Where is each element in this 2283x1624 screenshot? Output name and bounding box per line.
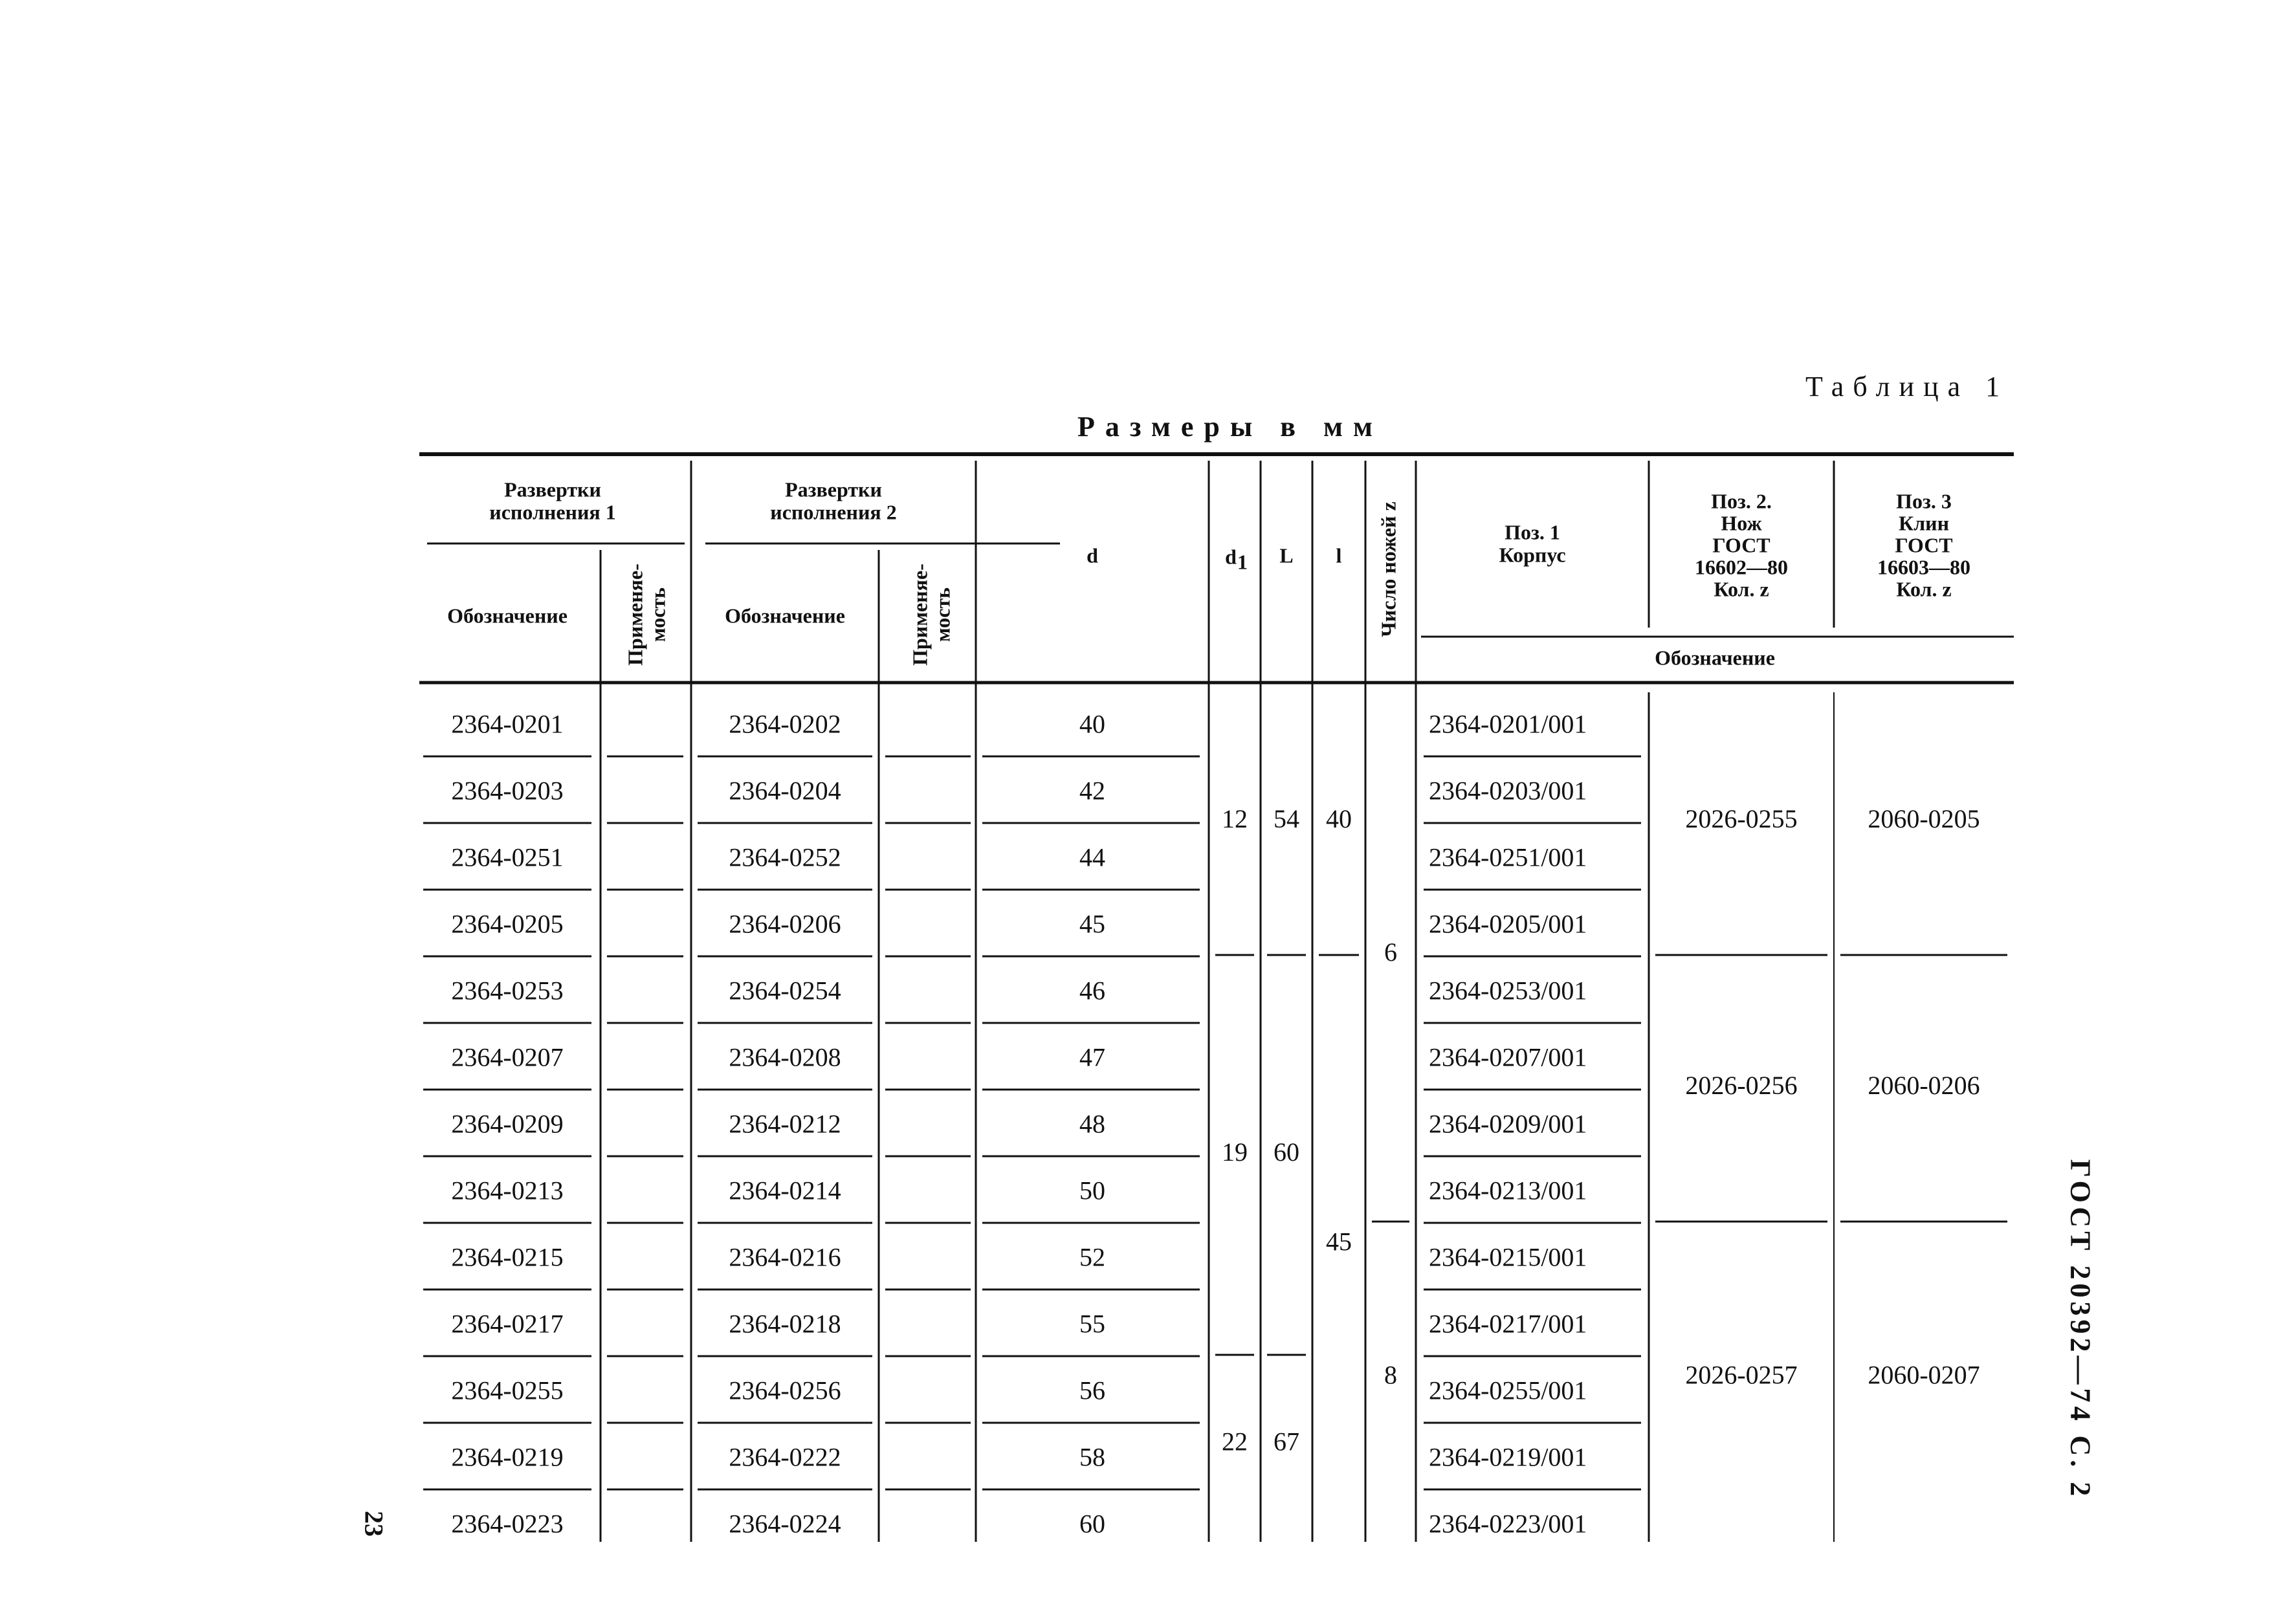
applicability-header-1-line1: Применяе- — [623, 564, 647, 666]
diameter-d-value: 45 — [1079, 909, 1105, 939]
diameter-d-value: 44 — [1079, 842, 1105, 872]
diameter-d-value: 40 — [1079, 709, 1105, 739]
wedge-designation: 2060-0206 — [1868, 1071, 1980, 1101]
pos3-header-line3: ГОСТ — [1895, 533, 1953, 557]
body-designation: 2364-0251/001 — [1429, 842, 1587, 872]
body-designation: 2364-0201/001 — [1429, 709, 1587, 739]
knives-count-value: 6 — [1384, 938, 1397, 967]
body-designation: 2364-0205/001 — [1429, 909, 1587, 939]
diameter-d-value: 47 — [1079, 1042, 1105, 1072]
pos2-header-line5: Кол. z — [1714, 577, 1769, 601]
reamer-v1-designation: 2364-0255 — [451, 1376, 564, 1405]
applicability-header-1-line2: мость — [646, 587, 670, 642]
group2-header-line2: исполнения 2 — [770, 500, 897, 524]
wedge-designation: 2060-0207 — [1868, 1360, 1980, 1390]
l-value: 45 — [1326, 1227, 1352, 1256]
l-value: 40 — [1326, 804, 1352, 834]
diameter-d-value: 50 — [1079, 1176, 1105, 1205]
reamer-v2-designation: 2364-0204 — [729, 776, 841, 806]
reamer-v1-designation: 2364-0219 — [451, 1442, 564, 1472]
diameter-d-value: 52 — [1079, 1242, 1105, 1272]
reamer-v2-designation: 2364-0208 — [729, 1042, 841, 1072]
group1-header-line2: исполнения 1 — [489, 500, 616, 524]
reamer-v2-designation: 2364-0218 — [729, 1309, 841, 1339]
diameter-d-value: 60 — [1079, 1509, 1105, 1539]
reamer-v1-designation: 2364-0223 — [451, 1509, 564, 1539]
reamer-v2-designation: 2364-0216 — [729, 1242, 841, 1272]
body-designation: 2364-0209/001 — [1429, 1109, 1587, 1139]
pos3-header-line5: Кол. z — [1896, 577, 1952, 601]
reamer-v1-designation: 2364-0213 — [451, 1176, 564, 1205]
knives-count-header: Число ножей z — [1376, 501, 1400, 637]
d-header: d — [1086, 543, 1098, 567]
diameter-d-value: 58 — [1079, 1442, 1105, 1472]
wedge-designation: 2060-0205 — [1868, 804, 1980, 834]
L-header: L — [1279, 543, 1294, 567]
reamer-v2-designation: 2364-0252 — [729, 842, 841, 872]
reamer-v1-designation: 2364-0207 — [451, 1042, 564, 1072]
applicability-header-2-line2: мость — [931, 587, 954, 642]
pos3-header-line1: Поз. 3 — [1896, 489, 1952, 513]
d1-value: 12 — [1222, 804, 1248, 834]
L-value: 54 — [1274, 804, 1299, 834]
pos1-header-line2: Корпус — [1499, 543, 1566, 567]
diameter-d-value: 55 — [1079, 1309, 1105, 1339]
units-label: Размеры в мм — [1077, 411, 1383, 443]
d1-header-subscript: 1 — [1237, 550, 1248, 574]
reamer-v2-designation: 2364-0202 — [729, 709, 841, 739]
d1-value: 22 — [1222, 1427, 1248, 1456]
gost-side-label: ГОСТ 20392—74 С. 2 — [2064, 1159, 2097, 1500]
diameter-d-value: 56 — [1079, 1376, 1105, 1405]
knife-designation: 2026-0256 — [1685, 1071, 1798, 1101]
pos2-header-line3: ГОСТ — [1712, 533, 1770, 557]
knife-designation: 2026-0257 — [1685, 1360, 1798, 1390]
knives-count-value: 8 — [1384, 1360, 1397, 1390]
reamer-v2-designation: 2364-0256 — [729, 1376, 841, 1405]
pos1-header-line1: Поз. 1 — [1505, 520, 1560, 544]
body-designation: 2364-0219/001 — [1429, 1442, 1587, 1472]
reamer-v1-designation: 2364-0209 — [451, 1109, 564, 1139]
reamer-v1-designation: 2364-0217 — [451, 1309, 564, 1339]
reamer-v2-designation: 2364-0254 — [729, 976, 841, 1005]
designation-header-1: Обозначение — [447, 604, 568, 628]
L-value: 67 — [1274, 1427, 1299, 1456]
reamer-v2-designation: 2364-0222 — [729, 1442, 841, 1472]
diameter-d-value: 42 — [1079, 776, 1105, 806]
reamer-v1-designation: 2364-0205 — [451, 909, 564, 939]
pos2-header-line4: 16602—80 — [1695, 555, 1788, 579]
group2-header-line1: Развертки — [785, 477, 882, 501]
L-value: 60 — [1274, 1137, 1299, 1167]
d1-value: 19 — [1222, 1137, 1248, 1167]
body-designation: 2364-0207/001 — [1429, 1042, 1587, 1072]
body-designation: 2364-0223/001 — [1429, 1509, 1587, 1539]
group1-header-line1: Развертки — [504, 477, 601, 501]
pos3-header-line2: Клин — [1898, 511, 1950, 535]
designation-header-2: Обозначение — [725, 604, 845, 628]
page-number: 23 — [359, 1511, 389, 1537]
reamer-v2-designation: 2364-0224 — [729, 1509, 841, 1539]
reamer-v1-designation: 2364-0251 — [451, 842, 564, 872]
reamer-v2-designation: 2364-0214 — [729, 1176, 841, 1205]
body-designation: 2364-0255/001 — [1429, 1376, 1587, 1405]
knife-designation: 2026-0255 — [1685, 804, 1798, 834]
reamer-v2-designation: 2364-0212 — [729, 1109, 841, 1139]
reamer-v2-designation: 2364-0206 — [729, 909, 841, 939]
diameter-d-value: 46 — [1079, 976, 1105, 1005]
pos2-header-line1: Поз. 2. — [1711, 489, 1772, 513]
body-designation: 2364-0217/001 — [1429, 1309, 1587, 1339]
d1-header: d — [1225, 545, 1237, 569]
designation-span-header: Обозначение — [1655, 646, 1775, 670]
l-header: l — [1336, 543, 1342, 567]
body-designation: 2364-0203/001 — [1429, 776, 1587, 806]
body-designation: 2364-0253/001 — [1429, 976, 1587, 1005]
pos3-header-line4: 16603—80 — [1877, 555, 1970, 579]
reamer-v1-designation: 2364-0201 — [451, 709, 564, 739]
body-designation: 2364-0213/001 — [1429, 1176, 1587, 1205]
reamer-v1-designation: 2364-0253 — [451, 976, 564, 1005]
reamer-v1-designation: 2364-0203 — [451, 776, 564, 806]
applicability-header-2-line1: Применяе- — [908, 564, 932, 666]
body-designation: 2364-0215/001 — [1429, 1242, 1587, 1272]
diameter-d-value: 48 — [1079, 1109, 1105, 1139]
table-label: Таблица 1 — [1805, 371, 2009, 402]
pos2-header-line2: Нож — [1721, 511, 1762, 535]
reamer-v1-designation: 2364-0215 — [451, 1242, 564, 1272]
